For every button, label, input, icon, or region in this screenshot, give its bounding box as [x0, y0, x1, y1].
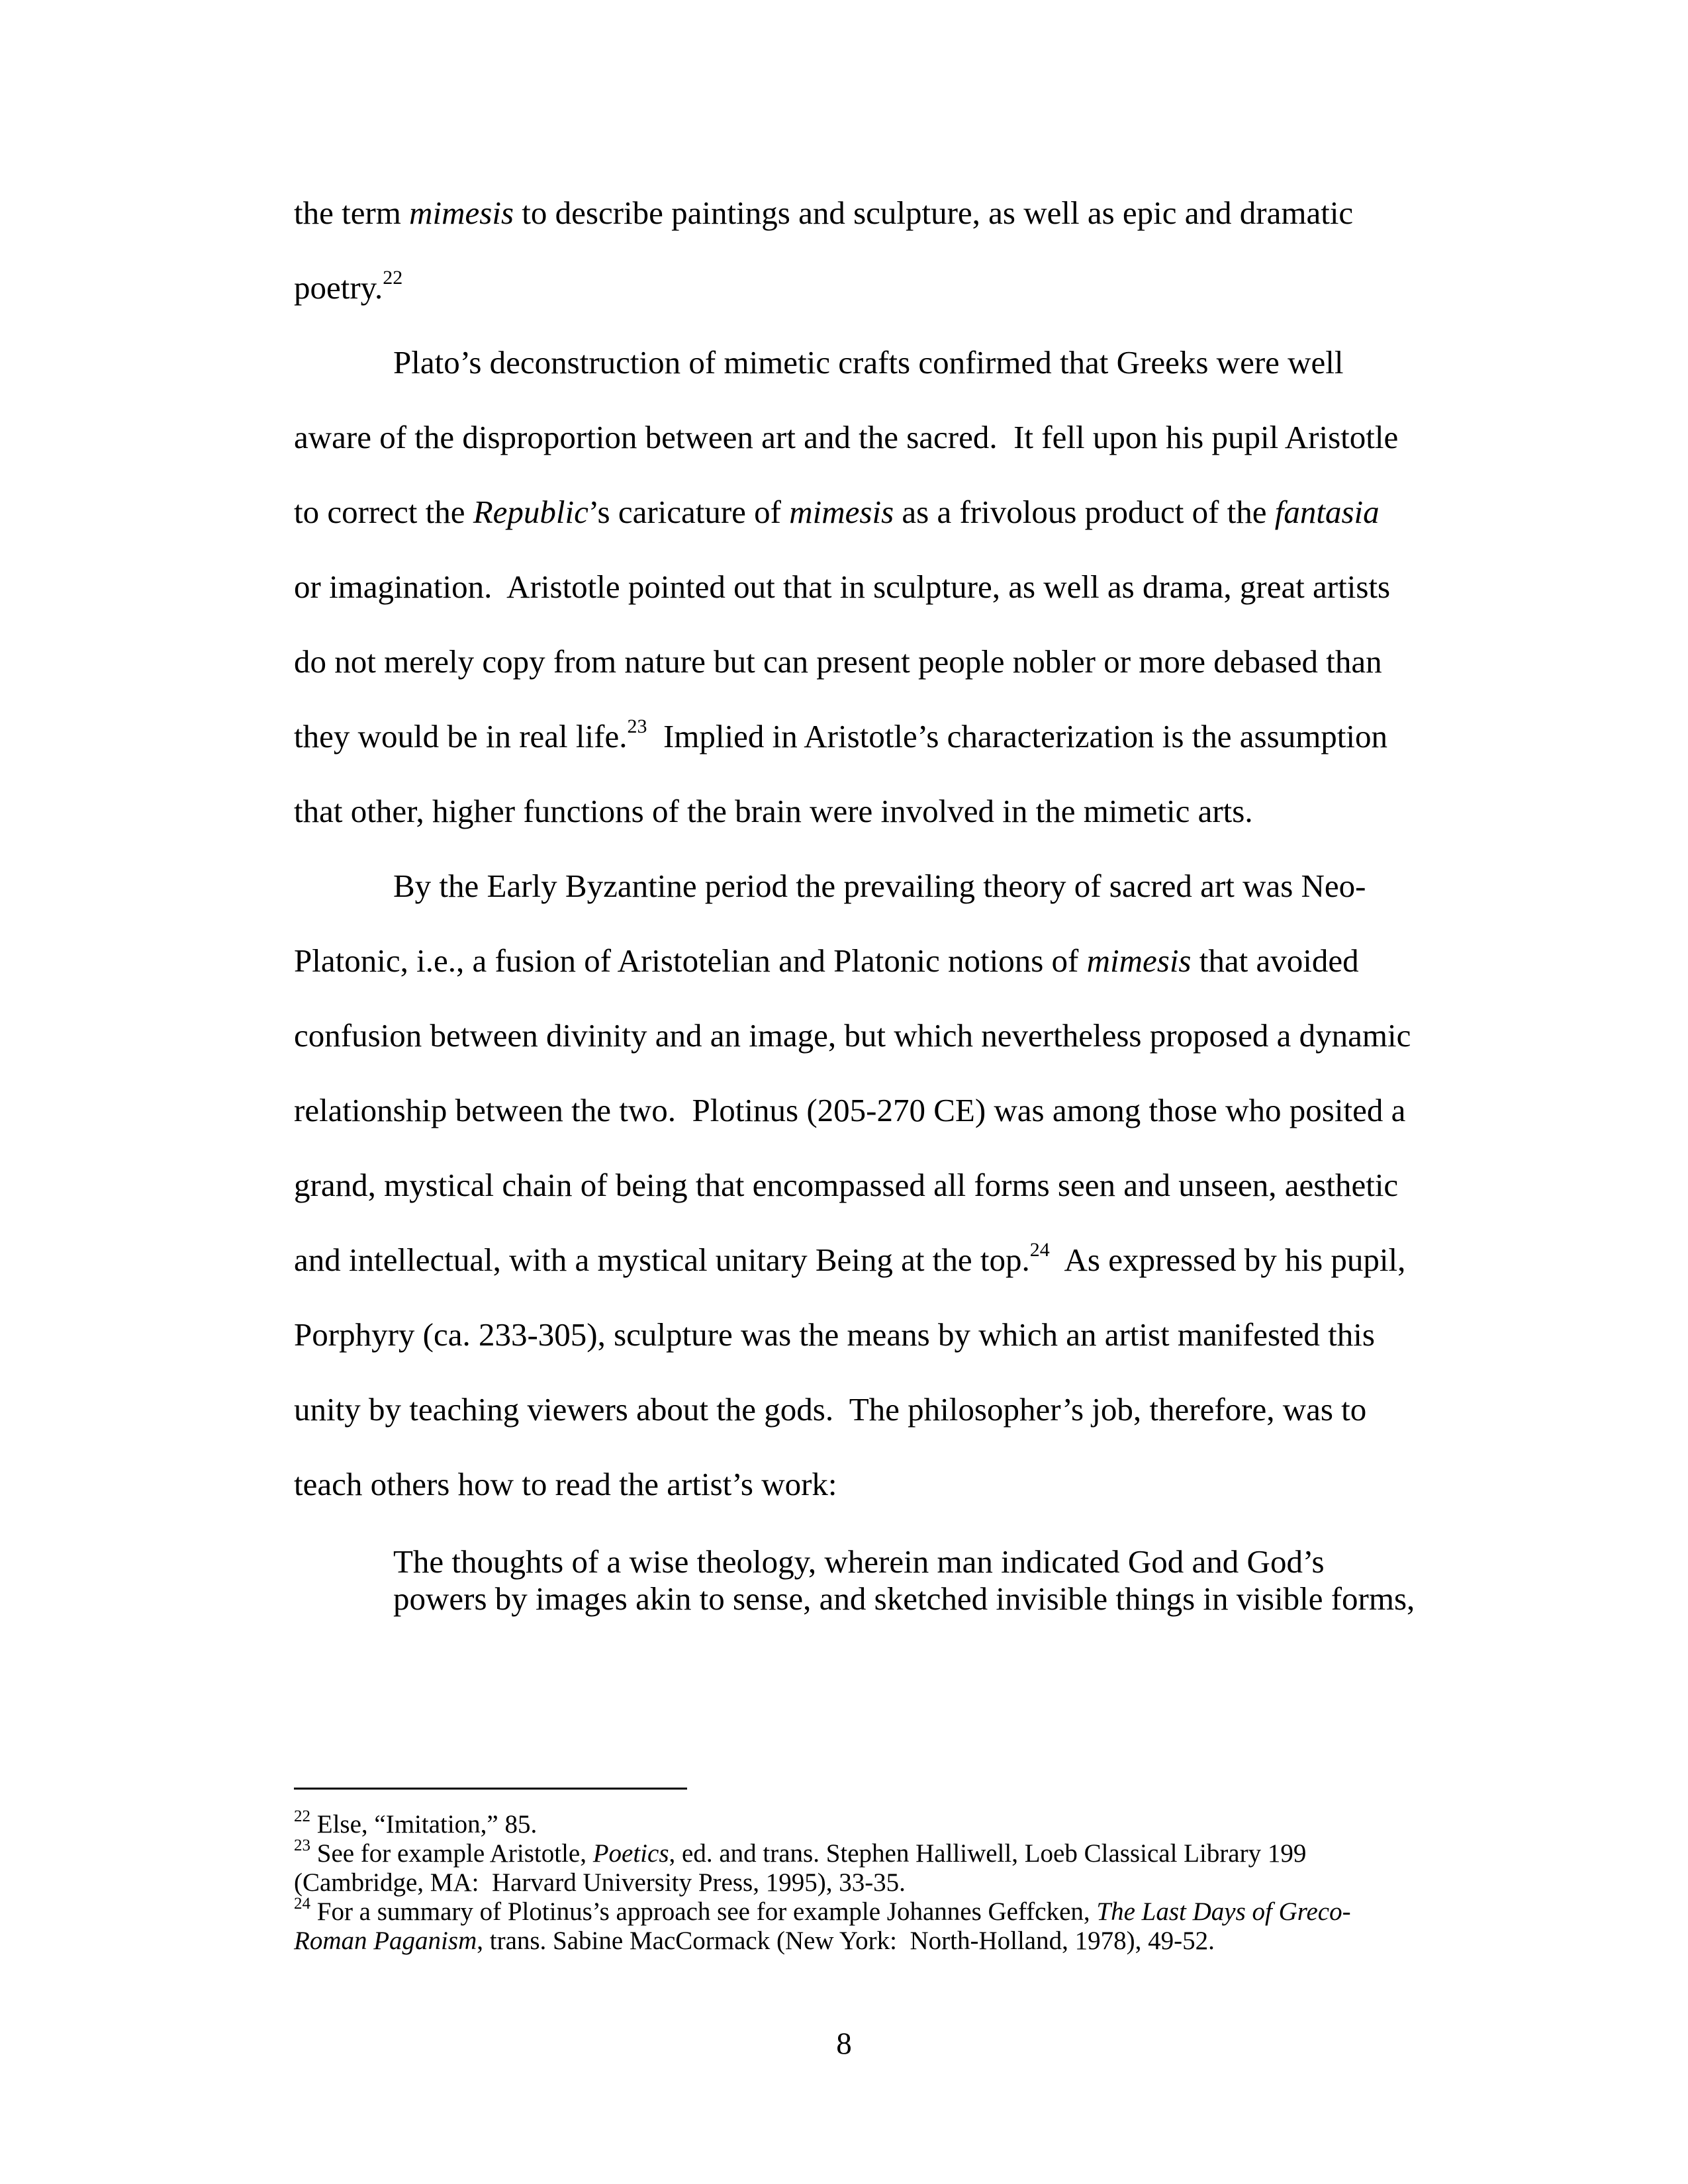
body-line-15	[294, 1239, 1406, 1278]
footnote-22	[294, 1807, 538, 1839]
italic-term: mimesis	[409, 195, 514, 231]
footnote-separator	[294, 1788, 687, 1790]
text: and intellectual, with a mystical unitary Being at the top.	[294, 1242, 1030, 1278]
body-line-4: aware of the disproportion between art and the sacred. It fell upon his pupil Aristotle	[294, 419, 1399, 455]
text: as a frivolous product of the	[894, 494, 1275, 530]
body-line-6: or imagination. Aristotle pointed out that in sculpture, as well as drama, great artists	[294, 569, 1391, 605]
footnote-ref-22[interactable]: 22	[383, 267, 403, 289]
text: , trans. Sabine MacCormack (New York: North-Holland, 1978), 49-52.	[477, 1927, 1215, 1955]
text: For a summary of Plotinus’s approach see for example Johannes Geffcken,	[310, 1897, 1097, 1926]
body-line-2	[294, 267, 403, 306]
footnote-number: 24	[294, 1895, 310, 1913]
footnote-ref-24[interactable]: 24	[1029, 1239, 1050, 1261]
page-number: 8	[836, 2026, 852, 2061]
italic-title: The Last Days of Greco-	[1096, 1897, 1351, 1926]
body-line-11	[294, 944, 1359, 977]
text: Else, “Imitation,” 85.	[310, 1810, 538, 1839]
text: See for example Aristotle,	[310, 1839, 593, 1868]
body-line-9: that other, higher functions of the brain were involved in the mimetic arts.	[294, 793, 1253, 829]
footnote-number: 22	[294, 1807, 310, 1825]
block-quote-line-1: The thoughts of a wise theology, wherein man indicated God and God’s	[393, 1543, 1325, 1580]
body-line-14: grand, mystical chain of being that encompassed all forms seen and unseen, aesthetic	[294, 1167, 1399, 1203]
body-line-17: unity by teaching viewers about the gods. The philosopher’s job, therefore, was to	[294, 1391, 1367, 1428]
body-line-12: confusion between divinity and an image, but which nevertheless proposed a dynamic	[294, 1017, 1411, 1054]
text: to describe paintings and sculpture, as well as epic and dramatic	[514, 195, 1354, 231]
text: that avoided	[1191, 942, 1359, 979]
text: As expressed by his pupil,	[1049, 1242, 1406, 1278]
body-line-1	[294, 197, 1353, 229]
text: to correct the	[294, 494, 473, 530]
italic-title: Roman Paganism	[294, 1927, 477, 1955]
text: poetry.	[294, 269, 383, 306]
text: Implied in Aristotle’s characterization is the assumption	[647, 718, 1388, 754]
footnote-number: 23	[294, 1837, 310, 1854]
text: , ed. and trans. Stephen Halliwell, Loeb Classical Library 199	[669, 1839, 1307, 1868]
text: the term	[294, 195, 410, 231]
footnote-23	[294, 1837, 1307, 1868]
body-line-18: teach others how to read the artist’s work:	[294, 1466, 837, 1502]
body-line-10: By the Early Byzantine period the prevailing theory of sacred art was Neo-	[393, 868, 1366, 904]
text: they would be in real life.	[294, 718, 628, 754]
italic-title: Republic	[473, 494, 588, 530]
italic-term: fantasia	[1274, 494, 1380, 530]
body-line-16: Porphyry (ca. 233-305), sculpture was the means by which an artist manifested this	[294, 1316, 1375, 1353]
body-line-13: relationship between the two. Plotinus (205-270 CE) was among those who posited a	[294, 1092, 1406, 1128]
body-line-7: do not merely copy from nature but can present people nobler or more debased than	[294, 643, 1382, 680]
body-line-3: Plato’s deconstruction of mimetic crafts confirmed that Greeks were well	[393, 344, 1344, 381]
footnote-23-cont: (Cambridge, MA: Harvard University Press, 1995), 33-35.	[294, 1868, 906, 1897]
italic-term: mimesis	[1086, 942, 1192, 979]
italic-title: Poetics	[592, 1839, 669, 1868]
footnote-24-cont	[294, 1928, 1215, 1954]
body-line-5	[294, 496, 1380, 528]
text: ’s caricature of	[588, 494, 790, 530]
footnote-24	[294, 1895, 1351, 1926]
body-line-8	[294, 715, 1388, 754]
italic-term: mimesis	[789, 494, 894, 530]
block-quote-line-2: powers by images akin to sense, and sketched invisible things in visible forms,	[393, 1580, 1415, 1617]
text: Platonic, i.e., a fusion of Aristotelian and Platonic notions of	[294, 942, 1087, 979]
footnote-ref-23[interactable]: 23	[627, 715, 647, 737]
